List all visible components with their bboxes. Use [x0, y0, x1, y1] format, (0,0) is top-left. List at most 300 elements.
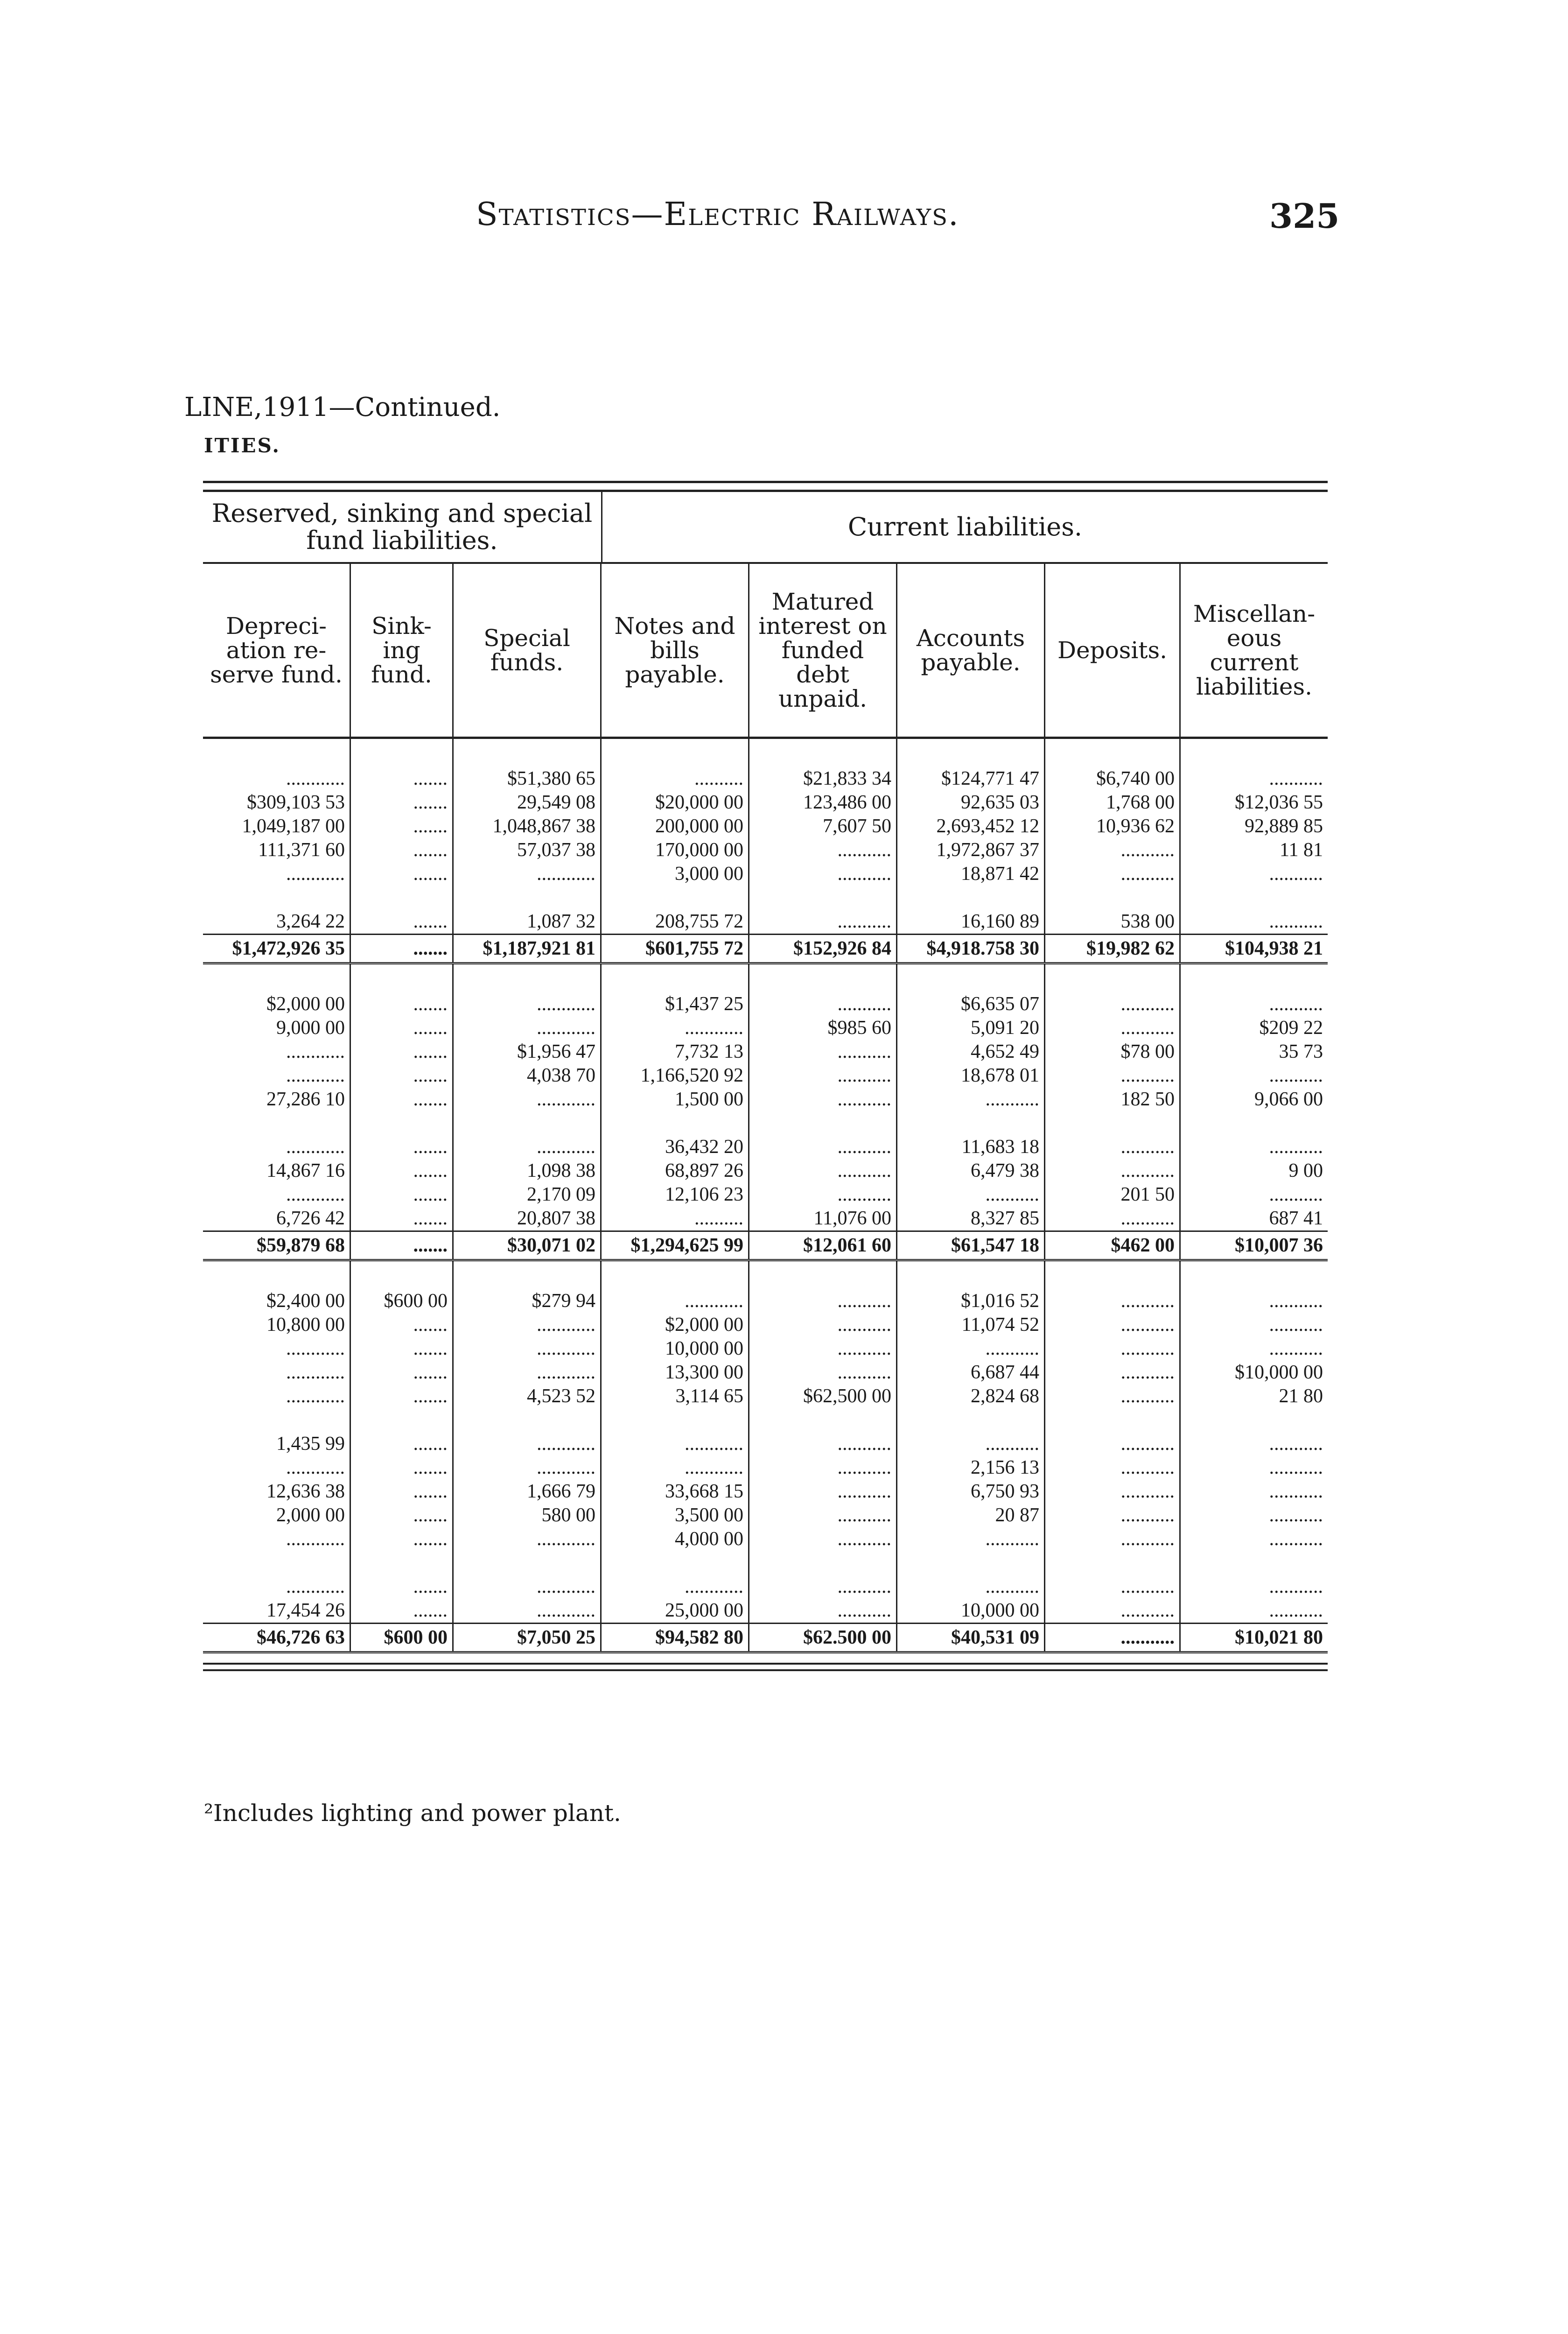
total-cell: $104,938 21 [1225, 938, 1323, 959]
table-cell: ........... [1045, 1504, 1181, 1527]
table-cell: ........... [749, 1575, 897, 1599]
total-cell: ....... [351, 935, 454, 962]
table-cell: 6,479 38 [897, 1159, 1045, 1183]
table-cell: ....... [351, 1016, 454, 1040]
table-cell: ........... [1269, 993, 1323, 1015]
table-cell: ....... [351, 1432, 454, 1456]
table-cell: ........... [749, 1599, 897, 1623]
total-cell: $152,926 84 [749, 935, 897, 962]
table-cell: ............ [602, 1289, 749, 1313]
table-cell: ........... [1045, 1599, 1181, 1623]
table-cell: $21,833 34 [749, 767, 897, 791]
table-cell: ........... [1269, 1528, 1323, 1550]
table-cell: ........... [749, 1456, 897, 1480]
table-cell: $2,400 00 [203, 1289, 351, 1313]
footnote: ²Includes lighting and power plant. [204, 1800, 621, 1827]
total-cell: $601,755 72 [602, 935, 749, 962]
table-cell: ........... [1269, 911, 1323, 932]
table-row [203, 886, 1328, 910]
table-cell: $51,380 65 [454, 767, 602, 791]
table-cell: ............ [203, 1135, 351, 1159]
total-cell: $19,982 62 [1045, 935, 1181, 962]
table-cell: ............ [454, 1575, 602, 1599]
total-cell: $1,294,625 99 [602, 1232, 749, 1259]
table-row [203, 1159, 1328, 1183]
table-cell: 4,652 49 [897, 1040, 1045, 1064]
table-cell: ....... [351, 1361, 454, 1385]
table-cell: ........... [1045, 1135, 1181, 1159]
table-cell: ........... [749, 862, 897, 886]
table-cell: ............ [602, 1575, 749, 1599]
table-cell: ........... [749, 1361, 897, 1385]
table-cell [1181, 1111, 1328, 1135]
table-row [203, 1408, 1328, 1432]
table-cell [897, 886, 1045, 910]
bottom-rule [203, 1663, 1328, 1671]
table-cell: 10,936 62 [1045, 815, 1181, 838]
total-cell: $4,918.758 30 [897, 935, 1045, 962]
table-cell: 4,000 00 [602, 1527, 749, 1551]
table-cell: ............ [602, 1432, 749, 1456]
table-cell: $1,956 47 [454, 1040, 602, 1064]
table-cell: ........... [749, 1088, 897, 1111]
table-cell: 1,098 38 [454, 1159, 602, 1183]
total-row [203, 1623, 1328, 1653]
table-cell: 1,048,867 38 [454, 815, 602, 838]
table-cell: ....... [351, 1504, 454, 1527]
table-cell: ........... [1045, 1480, 1181, 1504]
table-cell [749, 1111, 897, 1135]
table-cell [454, 1551, 602, 1575]
table-cell: ............ [203, 1064, 351, 1088]
table-cell: 18,871 42 [897, 862, 1045, 886]
table-cell [351, 1111, 454, 1135]
table-cell [203, 1551, 351, 1575]
table-row [203, 791, 1328, 815]
column-header-depreciation: Depreci- ation re- serve fund. [203, 564, 351, 737]
section-gap [203, 739, 1328, 767]
total-cell: $10,007 36 [1235, 1235, 1323, 1256]
column-header-miscellaneous: Miscellan- eous current liabilities. [1193, 600, 1316, 700]
top-rule [203, 481, 1328, 492]
table-cell: ............ [203, 1361, 351, 1385]
table-cell: $124,771 47 [897, 767, 1045, 791]
table-cell: 6,750 93 [897, 1480, 1045, 1504]
table-cell: ............ [454, 1599, 602, 1623]
table-cell [203, 1111, 351, 1135]
table-cell: 9,000 00 [203, 1016, 351, 1040]
table-cell: .......... [602, 1207, 749, 1230]
table-cell [351, 1408, 454, 1432]
table-row [203, 1527, 1328, 1551]
table-row [203, 910, 1328, 934]
table-cell: ....... [351, 1207, 454, 1230]
table-row [203, 1207, 1328, 1230]
table-cell: 201 50 [1045, 1183, 1181, 1207]
table-cell: 1,972,867 37 [897, 838, 1045, 862]
table-cell: $62,500 00 [749, 1385, 897, 1408]
table-cell: ........... [1045, 1456, 1181, 1480]
table-cell: 12,106 23 [602, 1183, 749, 1207]
table-cell: ........... [1045, 862, 1181, 886]
table-cell [1045, 1408, 1181, 1432]
table-row [203, 992, 1328, 1016]
table-cell: ............ [454, 1088, 602, 1111]
table-cell: ....... [351, 767, 454, 791]
table-cell: 2,693,452 12 [897, 815, 1045, 838]
table-cell: ........... [1269, 1576, 1323, 1597]
table-cell: ........... [749, 1432, 897, 1456]
total-cell: $94,582 80 [602, 1624, 749, 1651]
table-cell: ....... [351, 1456, 454, 1480]
table-row [203, 1575, 1328, 1599]
table-cell [897, 1111, 1045, 1135]
table-cell: ....... [351, 1480, 454, 1504]
table-row [203, 1432, 1328, 1456]
table-cell: 111,371 60 [203, 838, 351, 862]
column-header-accounts: Accounts payable. [897, 564, 1045, 737]
table-cell: 9 00 [1288, 1160, 1323, 1181]
table-cell: ........... [897, 1183, 1045, 1207]
table-cell: ............ [454, 862, 602, 886]
table-row [203, 1337, 1328, 1361]
table-cell: 16,160 89 [897, 910, 1045, 934]
table-cell: ........... [1045, 1289, 1181, 1313]
table-row [203, 1040, 1328, 1064]
table-cell: ........... [1269, 768, 1323, 789]
total-cell: $1,187,921 81 [454, 935, 602, 962]
table-cell: ........... [897, 1432, 1045, 1456]
table-cell [203, 886, 351, 910]
table-cell: 17,454 26 [203, 1599, 351, 1623]
table-cell [749, 1408, 897, 1432]
table-cell [897, 1551, 1045, 1575]
table-cell: 7,607 50 [749, 815, 897, 838]
table-cell [1181, 1408, 1328, 1432]
table-cell: ........... [1045, 992, 1181, 1016]
table-row [203, 1088, 1328, 1111]
table-cell [454, 886, 602, 910]
table-cell: ........... [1045, 1432, 1181, 1456]
column-header-notes: Notes and bills payable. [602, 564, 749, 737]
table-cell: ........... [1269, 1338, 1323, 1359]
table-cell: ....... [351, 1385, 454, 1408]
table-cell: ....... [351, 838, 454, 862]
total-row [203, 934, 1328, 964]
table-cell: $1,437 25 [602, 992, 749, 1016]
table-cell: $279 94 [454, 1289, 602, 1313]
table-cell: ........... [897, 1575, 1045, 1599]
total-cell: ....... [351, 1232, 454, 1259]
table-cell: ............ [203, 1527, 351, 1551]
total-cell: $10,021 80 [1235, 1627, 1323, 1648]
table-cell: ........... [749, 1337, 897, 1361]
table-cell: $6,740 00 [1045, 767, 1181, 791]
table-cell: ........... [1269, 1600, 1323, 1621]
section-gap [203, 1261, 1328, 1289]
table-cell [454, 1408, 602, 1432]
table-cell: 20 87 [897, 1504, 1045, 1527]
table-cell: 57,037 38 [454, 838, 602, 862]
table-row [203, 1313, 1328, 1337]
table-cell: ....... [351, 1599, 454, 1623]
table-cell: ........... [1269, 1481, 1323, 1502]
table-cell: 123,486 00 [749, 791, 897, 815]
table-cell: ............ [454, 1337, 602, 1361]
table-cell: ........... [749, 910, 897, 934]
table-cell: ........... [749, 1527, 897, 1551]
group-header-current: Current liabilities. [847, 512, 1083, 541]
subheading: ITIES. [204, 434, 281, 457]
table-row [203, 1016, 1328, 1040]
table-cell: 13,300 00 [602, 1361, 749, 1385]
table-cell: 14,867 16 [203, 1159, 351, 1183]
table-cell: ........... [1269, 1457, 1323, 1478]
total-cell: $59,879 68 [203, 1232, 351, 1259]
table-cell: ........... [1045, 1016, 1181, 1040]
table-cell: ........... [749, 1159, 897, 1183]
table-cell: 20,807 38 [454, 1207, 602, 1230]
table-cell: ........... [749, 992, 897, 1016]
table-cell: ............ [203, 1183, 351, 1207]
table-cell: ........... [897, 1527, 1045, 1551]
table-cell: 1,166,520 92 [602, 1064, 749, 1088]
table-cell: ............ [602, 1456, 749, 1480]
table-cell: 4,523 52 [454, 1385, 602, 1408]
table-cell: ........... [1045, 1064, 1181, 1088]
table-cell: ........... [1045, 1159, 1181, 1183]
table-body [203, 739, 1328, 1653]
table-cell: 2,156 13 [897, 1456, 1045, 1480]
table-cell: 3,114 65 [602, 1385, 749, 1408]
total-cell: $46,726 63 [203, 1624, 351, 1651]
table-cell: 4,038 70 [454, 1064, 602, 1088]
table-row [203, 1456, 1328, 1480]
table-cell: ....... [351, 1337, 454, 1361]
table-cell: 2,170 09 [454, 1183, 602, 1207]
table-cell: 3,000 00 [602, 862, 749, 886]
table-cell: 92,635 03 [897, 791, 1045, 815]
table-cell: $20,000 00 [602, 791, 749, 815]
table-cell: 7,732 13 [602, 1040, 749, 1064]
table-cell [602, 1408, 749, 1432]
table-cell: ........... [1269, 1065, 1323, 1086]
table-cell: ............ [454, 1456, 602, 1480]
table-cell: 11 81 [1280, 839, 1323, 861]
table-cell: ........... [1269, 1314, 1323, 1336]
column-header-special: Special funds. [454, 564, 602, 737]
table-cell: 5,091 20 [897, 1016, 1045, 1040]
table-cell: ....... [351, 815, 454, 838]
table-cell: $2,000 00 [602, 1313, 749, 1337]
table-cell: 2,000 00 [203, 1504, 351, 1527]
table-cell: 11,683 18 [897, 1135, 1045, 1159]
table-cell: ........... [1045, 1313, 1181, 1337]
table-cell: ........... [1269, 1184, 1323, 1205]
table-cell: 10,000 00 [897, 1599, 1045, 1623]
table-cell: 92,889 85 [1245, 815, 1323, 837]
total-cell: $600 00 [351, 1624, 454, 1651]
group-header-reserved: Reserved, sinking and special fund liabilities. [203, 492, 602, 562]
table-cell: 36,432 20 [602, 1135, 749, 1159]
table-cell: 1,666 79 [454, 1480, 602, 1504]
liabilities-table [203, 481, 1328, 1671]
table-cell: 200,000 00 [602, 815, 749, 838]
table-cell: $600 00 [351, 1289, 454, 1313]
total-cell: $12,061 60 [749, 1232, 897, 1259]
table-cell [1045, 1111, 1181, 1135]
table-cell: ........... [1269, 1290, 1323, 1312]
column-header-deposits: Deposits. [1045, 564, 1181, 737]
table-cell: ........... [1269, 1136, 1323, 1158]
total-cell: $61,547 18 [897, 1232, 1045, 1259]
table-cell: ............ [454, 1016, 602, 1040]
table-cell: $12,036 55 [1235, 792, 1323, 813]
table-cell: ............ [454, 1527, 602, 1551]
section-gap [203, 964, 1328, 992]
table-cell: $1,016 52 [897, 1289, 1045, 1313]
table-cell [1181, 886, 1328, 910]
total-row [203, 1230, 1328, 1261]
table-cell [1045, 1551, 1181, 1575]
table-cell: 170,000 00 [602, 838, 749, 862]
table-cell [1045, 886, 1181, 910]
table-cell: ........... [897, 1088, 1045, 1111]
table-row [203, 1480, 1328, 1504]
table-cell: 1,500 00 [602, 1088, 749, 1111]
table-cell: ............ [454, 992, 602, 1016]
table-cell: ............ [203, 1575, 351, 1599]
table-row [203, 815, 1328, 838]
table-cell: ........... [1045, 1575, 1181, 1599]
table-cell: 208,755 72 [602, 910, 749, 934]
table-row [203, 1504, 1328, 1527]
table-cell: ........... [1045, 1207, 1181, 1230]
table-cell: 1,768 00 [1045, 791, 1181, 815]
table-cell: 3,264 22 [203, 910, 351, 934]
table-cell [749, 886, 897, 910]
total-cell: $462 00 [1045, 1232, 1181, 1259]
table-cell [351, 1551, 454, 1575]
table-row [203, 1289, 1328, 1313]
table-cell: .......... [602, 767, 749, 791]
total-cell: $30,071 02 [454, 1232, 602, 1259]
table-cell: ........... [749, 1183, 897, 1207]
column-header-sinking: Sink- ing fund. [351, 564, 454, 737]
total-cell: $1,472,926 35 [203, 935, 351, 962]
table-cell: 538 00 [1045, 910, 1181, 934]
table-cell: 25,000 00 [602, 1599, 749, 1623]
table-cell: ............ [203, 862, 351, 886]
table-row [203, 1111, 1328, 1135]
total-cell: $7,050 25 [454, 1624, 602, 1651]
table-cell [602, 1111, 749, 1135]
table-cell: 27,286 10 [203, 1088, 351, 1111]
table-cell: $10,000 00 [1235, 1362, 1323, 1383]
table-cell: ....... [351, 1040, 454, 1064]
total-cell: $62.500 00 [749, 1624, 897, 1651]
table-cell: ....... [351, 1135, 454, 1159]
table-cell: ....... [351, 1575, 454, 1599]
table-cell: ............ [203, 767, 351, 791]
table-cell: 9,066 00 [1254, 1089, 1323, 1110]
table-cell: ........... [1045, 1361, 1181, 1385]
running-head: Statistics—Electric Railways. [476, 196, 959, 233]
table-row [203, 1599, 1328, 1623]
table-cell: 1,049,187 00 [203, 815, 351, 838]
table-cell: ........... [1269, 863, 1323, 885]
table-cell: 1,087 32 [454, 910, 602, 934]
table-cell: 68,897 26 [602, 1159, 749, 1183]
table-cell: ........... [749, 1040, 897, 1064]
table-cell [454, 1111, 602, 1135]
table-cell: ....... [351, 1527, 454, 1551]
table-cell: ....... [351, 1183, 454, 1207]
table-cell: ........... [749, 1064, 897, 1088]
table-cell: ............ [454, 1135, 602, 1159]
table-cell: 11,074 52 [897, 1313, 1045, 1337]
table-cell: $78 00 [1045, 1040, 1181, 1064]
table-cell: 29,549 08 [454, 791, 602, 815]
table-cell [203, 1408, 351, 1432]
table-row [203, 1385, 1328, 1408]
continued-line: LINE,1911—Continued. [184, 392, 501, 422]
table-cell: ............ [454, 1313, 602, 1337]
total-cell: $40,531 09 [897, 1624, 1045, 1651]
table-row [203, 1064, 1328, 1088]
table-row [203, 767, 1328, 791]
table-cell: ....... [351, 1313, 454, 1337]
table-cell: ....... [351, 791, 454, 815]
column-header-matured-interest: Matured interest on funded debt unpaid. [749, 564, 897, 737]
table-cell: ........... [1045, 838, 1181, 862]
table-cell: ....... [351, 1088, 454, 1111]
page-number: 325 [1269, 196, 1340, 236]
table-cell: $985 60 [749, 1016, 897, 1040]
table-cell: ............ [203, 1040, 351, 1064]
table-cell: $309,103 53 [203, 791, 351, 815]
table-cell: ............ [203, 1456, 351, 1480]
table-cell: ....... [351, 1159, 454, 1183]
table-cell [351, 886, 454, 910]
table-cell: 33,668 15 [602, 1480, 749, 1504]
table-cell: 8,327 85 [897, 1207, 1045, 1230]
column-header-row [203, 564, 1328, 739]
table-cell: ....... [351, 1064, 454, 1088]
table-cell [897, 1408, 1045, 1432]
table-cell: 10,800 00 [203, 1313, 351, 1337]
table-cell: 1,435 99 [203, 1432, 351, 1456]
table-cell: ....... [351, 862, 454, 886]
table-cell: ............ [602, 1016, 749, 1040]
table-cell: ........... [749, 1135, 897, 1159]
table-cell: $209 22 [1259, 1017, 1323, 1039]
table-cell: ........... [1269, 1504, 1323, 1526]
table-row [203, 1183, 1328, 1207]
table-cell [749, 1551, 897, 1575]
table-cell [602, 886, 749, 910]
table-cell: ........... [1045, 1527, 1181, 1551]
table-cell: ........... [749, 1504, 897, 1527]
table-cell: 18,678 01 [897, 1064, 1045, 1088]
table-cell: ........... [749, 1289, 897, 1313]
table-cell: ........... [897, 1337, 1045, 1361]
table-cell: ....... [351, 992, 454, 1016]
table-cell: $2,000 00 [203, 992, 351, 1016]
table-row [203, 838, 1328, 862]
table-cell: 580 00 [454, 1504, 602, 1527]
table-cell: 10,000 00 [602, 1337, 749, 1361]
